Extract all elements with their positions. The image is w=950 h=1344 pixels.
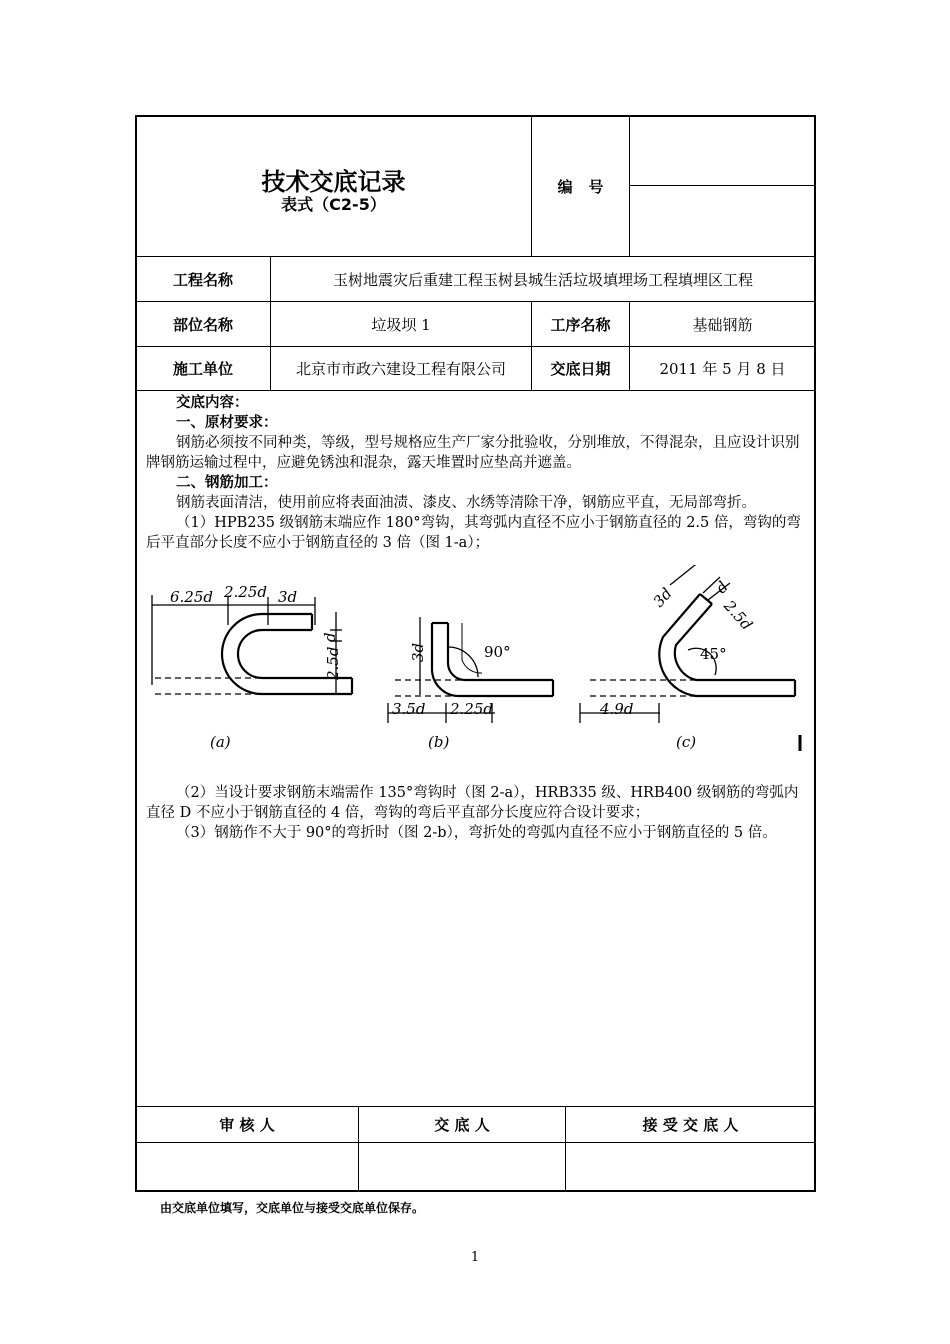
item-2: （2）当设计要求钢筋末端需作 135°弯钩时（图 2-a），HRB335 级、HRB400 级钢筋的弯弧内直径 D 不应小于钢筋直径的 4 倍，弯钩的弯后平直部分长度应符合设计要求；	[146, 785, 799, 821]
discloser-label: 交 底 人	[434, 1116, 490, 1134]
fig-b-angle: 90°	[484, 643, 511, 661]
footer-note: 由交底单位填写，交底单位与接受交底单位保存。	[160, 1201, 425, 1215]
reviewer-signature-field[interactable]	[136, 1143, 358, 1191]
figure-a-hook	[152, 595, 352, 695]
unit-value: 北京市市政六建设工程有限公司	[295, 360, 506, 378]
content-block-bottom	[146, 783, 810, 843]
fig-b-dim-35d: 3.5d	[392, 700, 426, 718]
unit-label: 施工单位	[172, 360, 233, 378]
date-value: 2011 年 5 月 8 日	[659, 360, 786, 378]
process-label: 工序名称	[550, 315, 611, 334]
item-1: （1）HPB235 级钢筋末端应作 180°弯钩，其弯弧内直径不应小于钢筋直径的 2.5 倍，弯钩的弯后平直部分长度不应小于钢筋直径的 3 倍（图 1-a）；	[146, 515, 801, 551]
rebar-hook-figure	[140, 565, 810, 765]
fig-b-dim-225d: 2.25d	[450, 700, 494, 718]
fig-b-label: (b)	[428, 733, 450, 751]
section1-text: 钢筋必须按不同种类，等级，型号规格应生产厂家分批验收，分别堆放，不得混杂，且应设计识别牌钢筋运输过程中，应避免锈浊和混杂，露天堆置时应垫高并遮盖。	[146, 435, 800, 471]
fig-a-dim-3d: 3d	[278, 588, 298, 606]
number-label: 编 号	[557, 177, 604, 196]
content-block-top	[146, 393, 810, 553]
reviewer-label: 审 核 人	[219, 1116, 275, 1134]
row-line-3	[136, 390, 815, 391]
fig-a-dim-625d: 6.25d	[170, 588, 214, 606]
discloser-signature-field[interactable]	[359, 1143, 565, 1191]
content-heading: 交底内容：	[176, 395, 249, 411]
number-value-1[interactable]	[630, 116, 815, 185]
fig-b-dim-3d: 3d	[409, 642, 427, 662]
section2-title: 二、钢筋加工：	[176, 475, 278, 491]
receiver-label: 接 受 交 底 人	[642, 1116, 739, 1134]
date-label: 交底日期	[550, 360, 611, 378]
fig-c-dim-3d: 3d	[649, 584, 676, 611]
fig-c-angle: 45°	[700, 645, 727, 663]
form-code: 表式（C2-5）	[281, 195, 386, 214]
part-label: 部位名称	[172, 315, 233, 334]
fig-c-dim-49d: 4.9d	[600, 700, 634, 718]
section1-title: 一、原材要求：	[176, 415, 278, 431]
part-value: 垃圾坝 1	[371, 315, 431, 334]
fig-a-dim-225d: 2.25d	[224, 583, 268, 601]
receiver-signature-field[interactable]	[566, 1143, 815, 1191]
process-value: 基础钢筋	[692, 315, 753, 334]
page-number: 1	[470, 1250, 480, 1265]
form-title: 技术交底记录	[261, 168, 406, 196]
project-label: 工程名称	[172, 270, 233, 289]
fig-c-label: (c)	[676, 733, 697, 751]
fig-a-label: (a)	[210, 733, 231, 751]
fig-c-dim-25d: 2.5d	[720, 596, 756, 634]
number-value-2[interactable]	[630, 186, 815, 256]
section2-text: 钢筋表面清洁，使用前应将表面油渍、漆皮、水绣等清除干净，钢筋应平直，无局部弯折。	[176, 495, 756, 511]
item-3: （3）钢筋作不大于 90°的弯折时（图 2-b），弯折处的弯弧内直径不应小于钢筋直径的 5 倍。	[176, 825, 777, 841]
project-value: 玉树地震灾后重建工程玉树县城生活垃圾填埋场工程填埋区工程	[332, 270, 753, 289]
fig-a-dim-25d: 2.5d	[324, 646, 342, 680]
fig-c-dim-d: d	[712, 577, 732, 597]
fig-a-dim-d: d	[321, 632, 339, 642]
